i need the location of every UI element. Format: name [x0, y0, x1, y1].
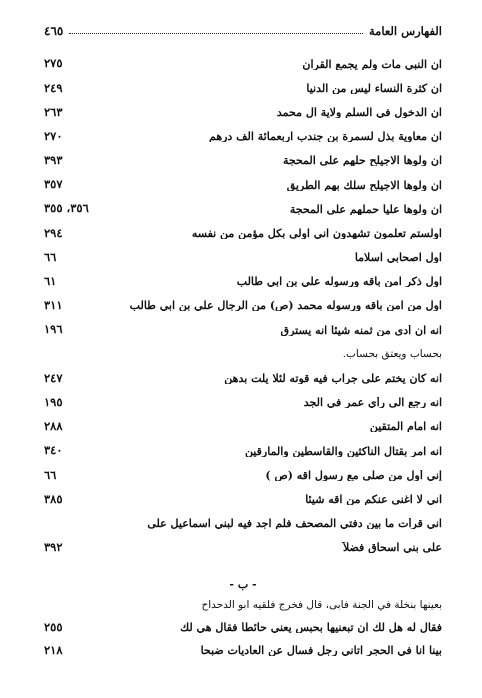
- entry-page-number: ٣٥٦، ٣٥٥: [44, 201, 89, 216]
- index-entry: [44, 52, 442, 76]
- index-entry: [44, 246, 442, 270]
- entry-page-number: ٢٥٥: [44, 620, 63, 634]
- header-title: الفهارس العامة: [369, 24, 442, 38]
- entry-page-number: ٣٤٠: [44, 443, 63, 458]
- entry-page-number: ٣١١: [44, 298, 63, 313]
- entry-text: بحساب ويعتق بحساب.: [342, 349, 442, 360]
- entry-page-number: ٦١: [44, 274, 57, 289]
- section-letter: - ب -: [229, 578, 257, 591]
- index-entry: [44, 318, 442, 342]
- index-entry: [44, 512, 442, 536]
- entry-text: ان ولوها الاجيلح حلهم على المحجة: [282, 155, 442, 167]
- entry-page-number: ٢٧٥: [44, 56, 63, 71]
- entry-text: ان معاوية بذل لسمرة بن جندب اربعمائة الف درهم: [209, 131, 442, 143]
- entry-text: انه ان أدى من ثمنه شيئاً انه يسترق: [280, 324, 442, 336]
- index-entries: [44, 52, 442, 560]
- index-entry: [44, 391, 442, 415]
- index-entry: [44, 221, 442, 245]
- entry-page-number: ١٩٦: [44, 322, 63, 337]
- index-entry: [44, 270, 442, 294]
- entry-page-number: ٢٤٩: [44, 80, 63, 95]
- index-entry: [44, 487, 442, 511]
- index-entry: [44, 76, 442, 100]
- entry-text: اني لا اغنى عنكم من اقه شيئاً: [305, 493, 442, 505]
- running-header: [44, 16, 442, 38]
- entry-text: ان النبي مات ولم يجمع القرآن: [302, 58, 442, 70]
- entry-page-number: ٦٦: [44, 249, 57, 264]
- index-entries-section-b: [44, 594, 442, 662]
- entry-text: ان ولوها علياً حملهم على المحجة: [289, 203, 442, 215]
- entry-text: اولستم تعلمون تشهدون اني اولى بكل مؤمن من نفسه: [191, 227, 442, 239]
- index-entry: [44, 173, 442, 197]
- entry-page-number: ١٩٥: [44, 394, 63, 409]
- entry-text: ان الدخول في السلم ولاية آل محمد: [276, 106, 442, 118]
- index-entry: [44, 125, 442, 149]
- entry-text: إني أول من صلى مع رسول اقه (ص ): [265, 469, 442, 481]
- entry-text: اول من امن باقه ورسوله محمد (ص) من الرجال علي بن ابي طالب: [129, 300, 442, 312]
- entry-page-number: ٣٩٣: [44, 153, 63, 168]
- entry-page-number: ٢٦٣: [44, 104, 63, 119]
- entry-text: اول اصحابي اسلاماً: [354, 252, 442, 264]
- entry-text: بعينها بنخلة في الجنة فابى، قال فخرج فلقيه ابو الدحداح: [201, 600, 442, 611]
- index-entry: [44, 439, 442, 463]
- index-entry: [44, 294, 442, 318]
- index-entry: [44, 197, 442, 221]
- header-page-number: ٤٦٥: [44, 24, 64, 38]
- index-entry: [44, 342, 442, 366]
- entry-page-number: ٣٩٢: [44, 540, 63, 555]
- entry-text: ان كثرة النساء ليس من الدنيا: [306, 82, 442, 94]
- entry-page-number: ٢٨٨: [44, 419, 63, 434]
- entry-page-number: ٣٥٧: [44, 177, 63, 192]
- entry-text: فقال له هل لك ان تبعنيها بحبس يعني حائطاً فقال هي لك: [180, 622, 442, 634]
- entry-page-number: ٢١٨: [44, 642, 63, 657]
- index-entry: [44, 463, 442, 487]
- index-entry: [44, 639, 442, 662]
- entry-page-number: ٣٨٥: [44, 491, 63, 506]
- entry-text: انه امام المتقين: [369, 421, 442, 433]
- index-entry: [44, 100, 442, 124]
- entry-text: انه كان يختم على جراب فيه قوته لئلا يلت بدهن: [224, 373, 442, 385]
- header-leader-dots: [69, 33, 363, 34]
- entry-text: بينا انا في الحجر اتاني رجل فسأل عن العاديات ضبحا: [200, 644, 442, 656]
- index-entry: [44, 536, 442, 560]
- entry-text: ان ولوها الاجيلح سلك بهم الطريق: [286, 179, 442, 191]
- index-entry: [44, 617, 442, 640]
- index-entry: [44, 594, 442, 617]
- entry-page-number: ٢٤٧: [44, 370, 63, 385]
- entry-text: اول ذكر امن باقه ورسوله علي بن ابي طالب: [236, 276, 442, 288]
- entry-text: على بني اسحاق فضلاً: [342, 542, 442, 554]
- index-entry: [44, 149, 442, 173]
- index-entry: [44, 415, 442, 439]
- entry-page-number: ٦٦: [44, 467, 57, 482]
- entry-page-number: ٢٧٠: [44, 128, 63, 143]
- entry-text: انه امر بقتال الناكثين والقاسطين والمارقين: [244, 445, 442, 457]
- entry-text: انه رجع الى رأي عمر في الجد: [303, 397, 442, 409]
- index-entry: [44, 366, 442, 390]
- entry-text: اني قرأت ما بين دفتي المصحف فلم اجد فيه لبني اسماعيل على: [147, 518, 442, 530]
- entry-page-number: ٢٩٤: [44, 225, 63, 240]
